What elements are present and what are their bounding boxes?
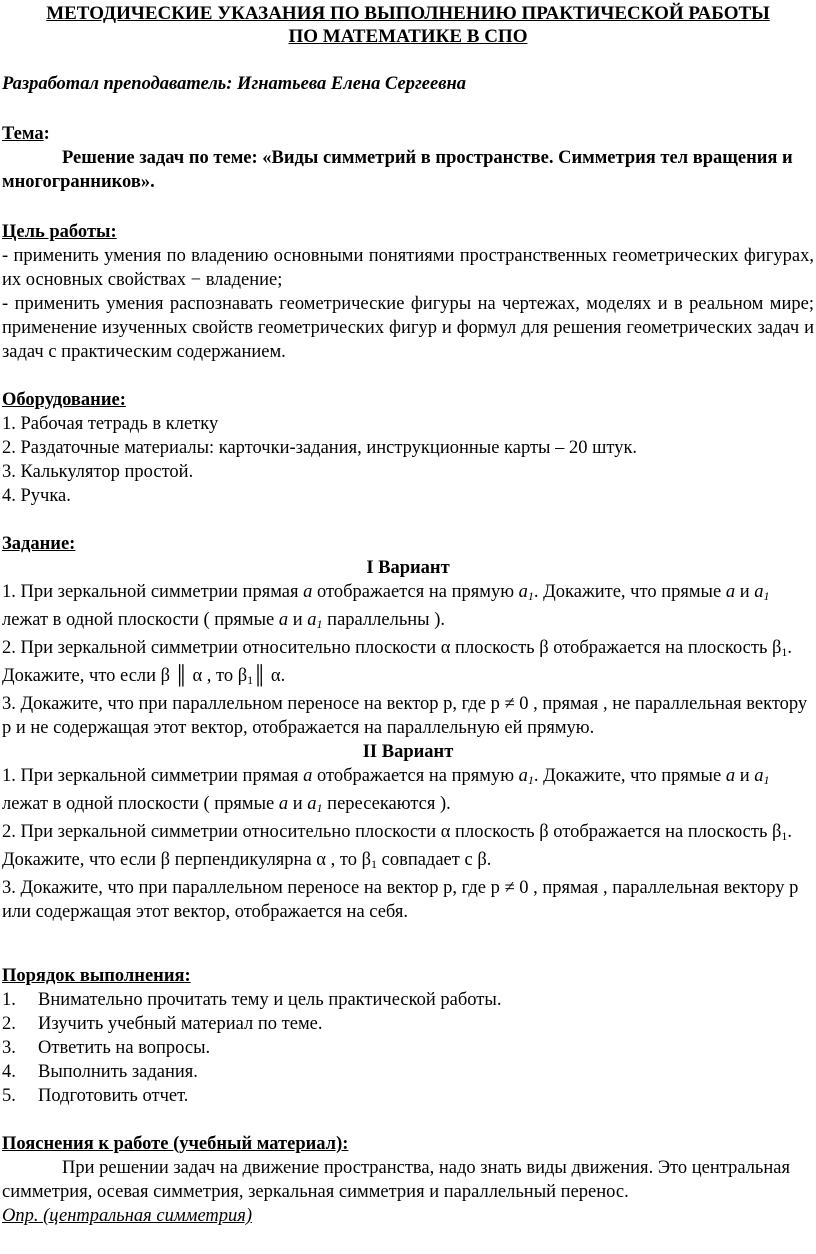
equipment-heading: Оборудование: (2, 390, 126, 410)
v2-problem-1: 1. При зеркальной симметрии прямая a отображается на прямую $a_1$. Докажите, что прямые a и $a_1$ лежат в одной плоскости ( прямые a и $a_1$ пересекаются ). (2, 766, 770, 815)
topic-heading: Тема (2, 124, 44, 144)
topic-section (2, 122, 814, 194)
explanation-heading: Пояснения к работе (учебный материал): (2, 1134, 349, 1154)
procedure-heading: Порядок выполнения: (2, 966, 191, 986)
explanation-text: При решении задач на движение пространства, надо знать виды движения. Это центральная симметрия, осевая симметрия, зеркальная симметрия и параллельный перенос. (2, 1158, 790, 1202)
explanation-section (2, 1132, 814, 1228)
equipment-item: 2. Раздаточные материалы: карточки-задания, инструкционные карты – 20 штук. (2, 438, 638, 458)
equipment-item: 1. Рабочая тетрадь в клетку (2, 414, 219, 434)
author-line: Разработал преподаватель: Игнатьева Елена Сергеевна (2, 74, 467, 94)
goal-section (2, 220, 814, 364)
variant-2-title: II Вариант (362, 742, 454, 762)
v1-problem-2: 2. При зеркальной симметрии относительно плоскости α плоскость β отображается на плоскость β1. Докажите, что если β ║ α , то β1║ α. (2, 638, 793, 687)
equipment-item: 3. Калькулятор простой. (2, 462, 194, 482)
equipment-item: 4. Ручка. (2, 486, 71, 506)
list-item: 1. Внимательно прочитать тему и цель практической работы. (2, 990, 502, 1010)
v2-problem-3: 3. Докажите, что при параллельном переносе на вектор р, где р ≠ 0 , прямая , параллельная вектору р или содержащая этот вектор, отображается на себя. (2, 878, 799, 922)
list-item: 4. Выполнить задания. (2, 1062, 198, 1082)
title-line-1: МЕТОДИЧЕСКИЕ УКАЗАНИЯ ПО ВЫПОЛНЕНИЮ ПРАКТИЧЕСКОЙ РАБОТЫ (46, 3, 770, 24)
goal-item-2: - применить умения распознавать геометрические фигуры на чертежах, моделях и в реальном мире; применение изученных свойств геометрических фигур и формул для решения геометрических задач и задач с практическим содержанием. (2, 294, 814, 362)
topic-text: Решение задач по теме: «Виды симметрий в пространстве. Симметрия тел вращения и многогранников». (2, 148, 793, 192)
goal-item-1: - применить умения по владению основными понятиями пространственных геометрических фигурах, их основных свойствах − владение; (2, 246, 814, 290)
v1-problem-1: 1. При зеркальной симметрии прямая a отображается на прямую $a_1$. Докажите, что прямые a и $a_1$ лежат в одной плоскости ( прямые a и $a_1$ параллельны ). (2, 582, 770, 631)
task-section (2, 532, 814, 924)
title-line-2: ПО МАТЕМАТИКЕ В СПО (288, 26, 528, 47)
task-heading: Задание: (2, 534, 76, 554)
procedure-section (2, 964, 814, 1108)
list-item: 5. Подготовить отчет. (2, 1086, 189, 1106)
v1-problem-3: 3. Докажите, что при параллельном переносе на вектор р, где р ≠ 0 , прямая , не параллельная вектору р и не содержащая этот вектор, отображается на параллельную ей прямую. (2, 694, 808, 738)
document-title (0, 2, 816, 48)
v2-problem-2: 2. При зеркальной симметрии относительно плоскости α плоскость β отображается на плоскость β1. Докажите, что если β перпендикулярна α , то β1 совпадает с β. (2, 822, 793, 871)
variant-1-title: I Вариант (366, 558, 450, 578)
goal-heading: Цель работы: (2, 222, 117, 242)
topic-colon: : (43, 124, 50, 144)
list-item: 3. Ответить на вопросы. (2, 1038, 211, 1058)
definition-heading: Опр. (центральная симметрия) (2, 1206, 253, 1226)
equipment-section (2, 388, 814, 508)
procedure-list (2, 988, 814, 1108)
list-item: 2. Изучить учебный материал по теме. (2, 1014, 323, 1034)
